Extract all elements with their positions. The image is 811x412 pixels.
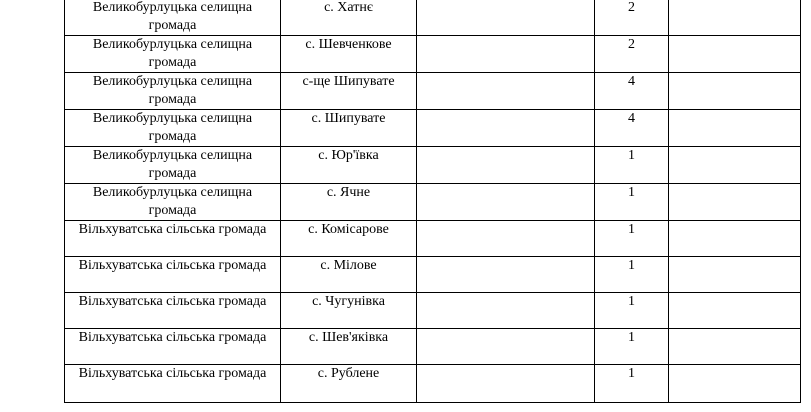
community-name: Вільхуватська сільська громада	[78, 258, 267, 273]
table-row	[65, 293, 801, 329]
settlement-cell	[281, 147, 417, 184]
table-row	[65, 365, 801, 403]
value-cell	[417, 184, 595, 221]
count-value: 1	[628, 148, 635, 163]
extra-cell	[669, 36, 801, 73]
count-value: 2	[628, 37, 635, 52]
count-value: 1	[628, 185, 635, 200]
count-value: 1	[628, 330, 635, 345]
table-row	[65, 147, 801, 184]
settlement-cell	[281, 36, 417, 73]
community-name: Великобурлуцька селищна громада	[92, 148, 253, 181]
count-value: 1	[628, 366, 635, 381]
community-name: Вільхуватська сільська громада	[78, 222, 267, 237]
value-cell	[417, 221, 595, 257]
table-row	[65, 73, 801, 110]
count-cell	[595, 221, 669, 257]
community-cell	[65, 36, 281, 73]
settlement-cell	[281, 329, 417, 365]
community-cell	[65, 110, 281, 147]
community-name: Вільхуватська сільська громада	[78, 330, 267, 345]
count-cell	[595, 147, 669, 184]
settlement-name: с. Комісарове	[308, 222, 389, 237]
community-cell	[65, 257, 281, 293]
community-cell	[65, 73, 281, 110]
count-value: 2	[628, 0, 635, 15]
extra-cell	[669, 0, 801, 36]
count-value: 1	[628, 294, 635, 309]
community-name: Великобурлуцька селищна громада	[92, 185, 253, 218]
count-cell	[595, 0, 669, 36]
table-row	[65, 184, 801, 221]
table-row	[65, 329, 801, 365]
settlement-cell	[281, 257, 417, 293]
value-cell	[417, 293, 595, 329]
count-cell	[595, 36, 669, 73]
extra-cell	[669, 257, 801, 293]
community-name: Великобурлуцька селищна громада	[92, 0, 253, 33]
settlement-cell	[281, 221, 417, 257]
community-cell	[65, 293, 281, 329]
value-cell	[417, 147, 595, 184]
settlements-table	[64, 0, 801, 403]
settlement-name: с. Шипувате	[311, 111, 386, 126]
extra-cell	[669, 147, 801, 184]
community-cell	[65, 365, 281, 403]
settlement-cell	[281, 73, 417, 110]
value-cell	[417, 329, 595, 365]
value-cell	[417, 36, 595, 73]
extra-cell	[669, 110, 801, 147]
count-cell	[595, 365, 669, 403]
table-row	[65, 257, 801, 293]
table-row	[65, 0, 801, 36]
count-cell	[595, 293, 669, 329]
settlement-name: с. Юр'ївка	[318, 148, 379, 163]
table-row	[65, 36, 801, 73]
community-name: Великобурлуцька селищна громада	[92, 74, 253, 107]
count-cell	[595, 329, 669, 365]
value-cell	[417, 365, 595, 403]
settlement-cell	[281, 184, 417, 221]
value-cell	[417, 0, 595, 36]
settlement-cell	[281, 293, 417, 329]
community-name: Вільхуватська сільська громада	[78, 294, 267, 309]
settlement-name: с-ще Шипувате	[302, 74, 395, 89]
settlement-cell	[281, 0, 417, 36]
count-value: 4	[628, 111, 635, 126]
community-cell	[65, 147, 281, 184]
community-name: Вільхуватська сільська громада	[78, 366, 267, 381]
count-value: 1	[628, 222, 635, 237]
community-cell	[65, 184, 281, 221]
value-cell	[417, 110, 595, 147]
extra-cell	[669, 329, 801, 365]
count-cell	[595, 257, 669, 293]
extra-cell	[669, 184, 801, 221]
settlement-name: с. Шевченкове	[305, 37, 392, 52]
count-value: 1	[628, 258, 635, 273]
value-cell	[417, 73, 595, 110]
count-cell	[595, 73, 669, 110]
table-row	[65, 221, 801, 257]
count-cell	[595, 184, 669, 221]
value-cell	[417, 257, 595, 293]
settlement-name: с. Хатнє	[324, 0, 373, 15]
settlement-cell	[281, 110, 417, 147]
community-cell	[65, 221, 281, 257]
extra-cell	[669, 293, 801, 329]
community-name: Великобурлуцька селищна громада	[92, 111, 253, 144]
settlement-cell	[281, 365, 417, 403]
settlement-name: с. Чугунівка	[312, 294, 385, 309]
settlement-name: с. Мілове	[320, 258, 377, 273]
community-name: Великобурлуцька селищна громада	[92, 37, 253, 70]
table-row	[65, 110, 801, 147]
settlement-name: с. Рублене	[317, 366, 380, 381]
settlement-name: с. Шев'яківка	[308, 330, 389, 345]
settlement-name: с. Ячне	[326, 185, 371, 200]
extra-cell	[669, 365, 801, 403]
count-value: 4	[628, 74, 635, 89]
community-cell	[65, 0, 281, 36]
extra-cell	[669, 73, 801, 110]
count-cell	[595, 110, 669, 147]
extra-cell	[669, 221, 801, 257]
community-cell	[65, 329, 281, 365]
